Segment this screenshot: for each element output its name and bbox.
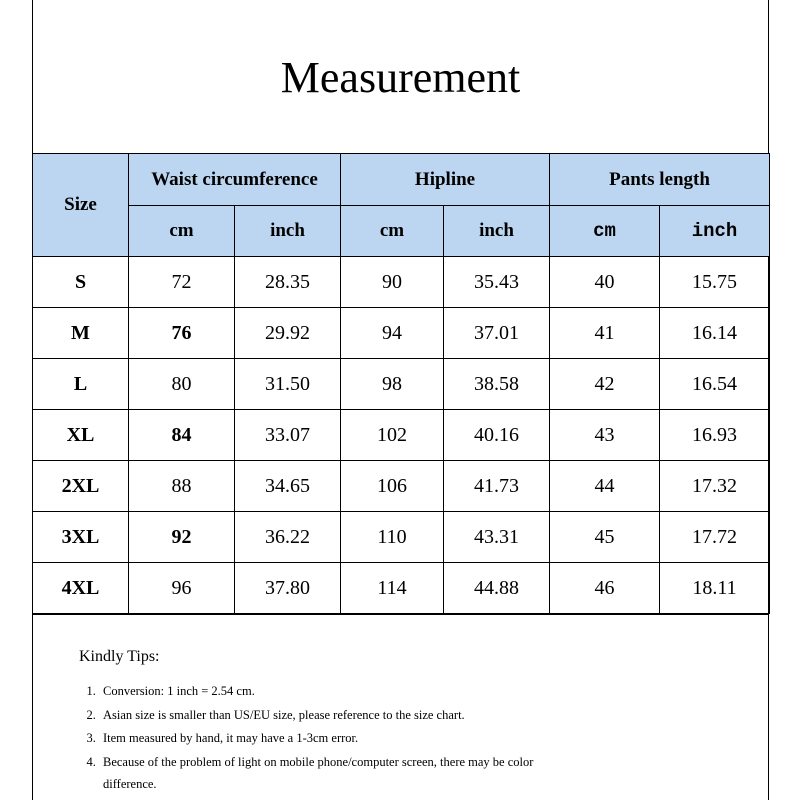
table-cell: 96 xyxy=(129,563,235,614)
table-cell: 34.65 xyxy=(235,461,341,512)
table-cell: 29.92 xyxy=(235,308,341,359)
table-cell: 80 xyxy=(129,359,235,410)
table-cell: 43.31 xyxy=(444,512,550,563)
table-cell: 84 xyxy=(129,410,235,461)
table-cell: 90 xyxy=(341,257,444,308)
size-cell: M xyxy=(33,308,129,359)
unit-header: inch xyxy=(444,206,550,257)
tips-title: Kindly Tips: xyxy=(79,648,160,665)
size-cell: 4XL xyxy=(33,563,129,614)
table-cell: 42 xyxy=(550,359,660,410)
table-cell: 31.50 xyxy=(235,359,341,410)
unit-header: inch xyxy=(660,206,770,257)
kindly-tips xyxy=(79,648,589,795)
table-cell: 44 xyxy=(550,461,660,512)
table-row xyxy=(33,563,770,614)
table-cell: 94 xyxy=(341,308,444,359)
table-cell: 35.43 xyxy=(444,257,550,308)
table-cell: 17.72 xyxy=(660,512,770,563)
size-cell: S xyxy=(33,257,129,308)
table-cell: 45 xyxy=(550,512,660,563)
table-row xyxy=(33,359,770,410)
table-cell: 40.16 xyxy=(444,410,550,461)
table-row xyxy=(33,308,770,359)
section-divider xyxy=(32,614,769,615)
table-cell: 43 xyxy=(550,410,660,461)
table-row xyxy=(33,461,770,512)
size-cell: 2XL xyxy=(33,461,129,512)
table-row xyxy=(33,512,770,563)
table-cell: 76 xyxy=(129,308,235,359)
tip-item: 1. Conversion: 1 inch = 2.54 cm. xyxy=(99,680,589,704)
table-cell: 17.32 xyxy=(660,461,770,512)
size-cell: L xyxy=(33,359,129,410)
size-cell: 3XL xyxy=(33,512,129,563)
table-cell: 38.58 xyxy=(444,359,550,410)
size-chart-table xyxy=(32,153,770,614)
table-cell: 36.22 xyxy=(235,512,341,563)
table-cell: 16.54 xyxy=(660,359,770,410)
tips-list xyxy=(79,680,589,795)
table-cell: 41.73 xyxy=(444,461,550,512)
unit-header: inch xyxy=(235,206,341,257)
group-header-pants-length: Pants length xyxy=(550,154,770,206)
table-cell: 18.11 xyxy=(660,563,770,614)
unit-header: cm xyxy=(341,206,444,257)
unit-header: cm xyxy=(550,206,660,257)
table-cell: 28.35 xyxy=(235,257,341,308)
page-title: Measurement xyxy=(280,53,521,102)
table-cell: 72 xyxy=(129,257,235,308)
group-header-waist: Waist circumference xyxy=(129,154,341,206)
table-cell: 98 xyxy=(341,359,444,410)
table-cell: 110 xyxy=(341,512,444,563)
unit-header: cm xyxy=(129,206,235,257)
table-cell: 16.14 xyxy=(660,308,770,359)
table-cell: 15.75 xyxy=(660,257,770,308)
table-cell: 46 xyxy=(550,563,660,614)
table-cell: 16.93 xyxy=(660,410,770,461)
table-row xyxy=(33,410,770,461)
size-cell: XL xyxy=(33,410,129,461)
table-cell: 33.07 xyxy=(235,410,341,461)
group-header-hipline: Hipline xyxy=(341,154,550,206)
table-row xyxy=(33,257,770,308)
table-cell: 88 xyxy=(129,461,235,512)
table-cell: 41 xyxy=(550,308,660,359)
size-header: Size xyxy=(33,154,129,257)
tip-item: 4. Because of the problem of light on mobile phone/computer screen, there may be color difference. xyxy=(99,751,589,795)
table-cell: 44.88 xyxy=(444,563,550,614)
table-cell: 37.80 xyxy=(235,563,341,614)
table-cell: 37.01 xyxy=(444,308,550,359)
tip-item: 2. Asian size is smaller than US/EU size, please reference to the size chart. xyxy=(99,704,589,728)
table-cell: 102 xyxy=(341,410,444,461)
table-cell: 106 xyxy=(341,461,444,512)
table-cell: 40 xyxy=(550,257,660,308)
tip-item: 3. Item measured by hand, it may have a 1-3cm error. xyxy=(99,727,589,751)
table-cell: 114 xyxy=(341,563,444,614)
table-cell: 92 xyxy=(129,512,235,563)
